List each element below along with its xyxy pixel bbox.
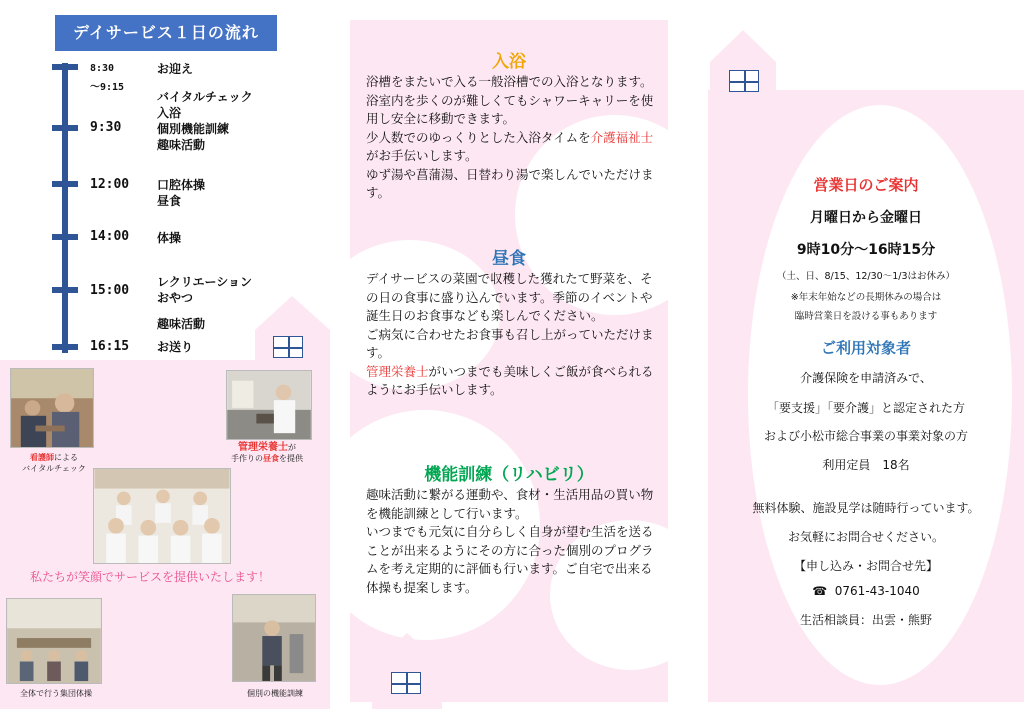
business-hours: 9時10分～16時15分 (796, 242, 936, 258)
rehab-title: 機能訓練（リハビリ） (424, 465, 594, 485)
timeline-line (62, 63, 68, 353)
middle-panel (350, 20, 668, 702)
schedule-time: ～9:15 (90, 82, 125, 93)
counselor: 生活相談員：出雲・熊野 (799, 613, 932, 627)
schedule-time: 12:00 (90, 177, 130, 192)
schedule-time: 9:30 (90, 120, 122, 135)
phone-line (708, 584, 1024, 598)
nurse-caption: 看護師による バイタルチェック (22, 453, 86, 473)
individual-training-photo (232, 594, 316, 682)
rehab-body: 趣味活動に繋がる運動や、食材・生活用品の買い物を機能訓練として行います。 いつまでも元気に自分らしく自身が望む生活を送ることが出来るようにその方に合った個別のプログラムを考え定期的に評価も行います。ご自宅で出来る体操も提案します。 (366, 487, 654, 595)
dietitian-photo (226, 370, 312, 440)
schedule-activity: 口腔体操 (157, 178, 206, 192)
contact-prompt: お気軽にお問合せください。 (787, 530, 944, 544)
closed-days: （土、日、8/15、12/30～1/3はお休み） (776, 271, 955, 282)
staff-group-photo (93, 468, 231, 564)
phone-number[interactable]: 0761-43-1040 (834, 584, 920, 598)
holiday-note: ※年末年始などの長期休みの場合は (790, 292, 942, 303)
schedule-activity: 個別機能訓練 (157, 122, 230, 136)
house-roof (372, 633, 442, 665)
window-icon (391, 672, 421, 694)
schedule-time: 15:00 (90, 283, 130, 298)
schedule-activity: 昼食 (157, 194, 182, 208)
schedule-activity: おやつ (157, 291, 194, 305)
trial-note: 無料体験、施設見学は随時行っています。 (752, 501, 980, 515)
house-roof (710, 30, 776, 62)
timeline-tick (52, 344, 78, 350)
schedule-activity: 体操 (157, 231, 182, 245)
schedule-time: 8:30 (90, 63, 115, 74)
target-text: および小松市総合事業の事業対象の方 (763, 429, 968, 443)
target-title: ご利用対象者 (820, 339, 911, 357)
schedule-time: 14:00 (90, 229, 130, 244)
schedule-activity: 趣味活動 (157, 138, 206, 152)
lunch-body: デイサービスの菜園で収穫した獲れたて野菜を、その日の食事に盛り込んでいます。季節のイベントや誕生日のお食事なども楽しんでください。 ご病気に合わせたお食事も召し上がっていただけます。 管理栄養士がいつまでも美味しくご飯が食べられるようにお手伝いします。 (366, 271, 654, 397)
timeline-tick (52, 64, 78, 70)
target-text: 介護保険を申請済みで、 (800, 371, 932, 385)
window-icon (729, 70, 759, 92)
schedule-title: デイサービス１日の流れ (55, 15, 277, 51)
hours-title: 営業日のご案内 (813, 176, 919, 194)
lunch-title: 昼食 (492, 249, 526, 269)
group-exercise-photo (6, 598, 102, 684)
bath-body: 浴槽をまたいで入る一般浴槽での入浴となります。浴室内を歩くのが難しくてもシャワーキャリーを使用し安全に移動できます。 少人数でのゆっくりとした入浴タイムを介護福祉士がお手伝いします。 ゆず湯や菖蒲湯、日替わり湯で楽しんでいただけます。 (366, 74, 654, 200)
schedule-activity: 入浴 (157, 106, 182, 120)
dietitian-caption: 管理栄養士が 手作りの昼食を提供 (231, 442, 303, 463)
group-exercise-caption: 全体で行う集団体操 (20, 689, 92, 698)
timeline-tick (52, 287, 78, 293)
holiday-note: 臨時営業日を設ける事もあります (794, 311, 938, 322)
schedule-activity: お送り (157, 340, 194, 354)
schedule-activity: 趣味活動 (157, 317, 206, 331)
business-days: 月曜日から金曜日 (810, 210, 922, 226)
individual-training-caption: 個別の機能訓練 (247, 689, 303, 698)
bath-title: 入浴 (492, 52, 526, 72)
schedule-time: 16:15 (90, 339, 130, 354)
house-roof (255, 296, 330, 330)
timeline-tick (52, 181, 78, 187)
staff-message: 私たちが笑顔でサービスを提供いたします！ (30, 570, 271, 584)
capacity: 利用定員 18名 (822, 458, 910, 472)
telephone-icon: ☎ (812, 584, 828, 598)
schedule-activity: レクリエーション (157, 275, 253, 289)
target-text: 「要支援」「要介護」と認定された方 (766, 401, 965, 415)
schedule-activity: バイタルチェック (157, 90, 253, 104)
contact-title: 【申し込み・お問合せ先】 (793, 559, 938, 573)
nurse-photo (10, 368, 94, 448)
schedule-activity: お迎え (157, 62, 194, 76)
timeline-tick (52, 234, 78, 240)
timeline-tick (52, 125, 78, 131)
window-icon (273, 336, 303, 358)
